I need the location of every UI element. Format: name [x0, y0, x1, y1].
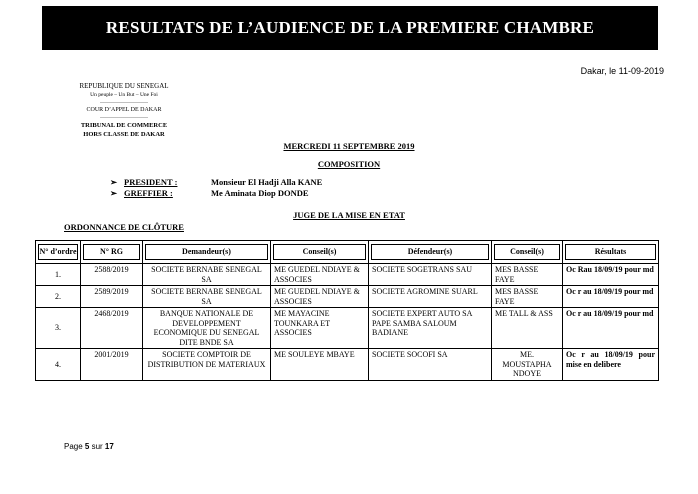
table-row — [36, 349, 659, 381]
document-date: Dakar, le 11-09-2019 — [580, 66, 664, 76]
tribunal-class-line: HORS CLASSE DE DAKAR — [83, 131, 165, 138]
cell-demandeur: SOCIETE BERNABE SENEGAL SA — [143, 264, 271, 286]
cell-num: 4. — [36, 349, 81, 381]
cell-resultat: Oc r au 18/09/19 pour mise en delibere — [563, 349, 659, 381]
cell-rg: 2589/2019 — [81, 286, 143, 308]
separator: ------------------------ — [100, 100, 148, 106]
col-header-resultats: Résultats — [563, 241, 659, 264]
section-title: JUGE DE LA MISE EN ETAT — [293, 210, 405, 220]
court-line: COUR D’APPEL DE DAKAR — [86, 107, 162, 113]
page-banner: RESULTATS DE L’AUDIENCE DE LA PREMIERE CHAMBRE — [42, 6, 658, 50]
cell-conseil: ME. MOUSTAPHA NDOYE — [492, 349, 563, 381]
cell-defendeur: SOCIETE AGROMINE SUARL — [369, 286, 492, 308]
table-row — [36, 286, 659, 308]
cell-num: 3. — [36, 308, 81, 349]
table-row — [36, 264, 659, 286]
composition-greffier — [110, 188, 309, 199]
cell-num: 1. — [36, 264, 81, 286]
composition-title: COMPOSITION — [317, 159, 381, 169]
cell-conseil: MES BASSE FAYE — [492, 286, 563, 308]
cell-conseil: ME TALL & ASS — [492, 308, 563, 349]
tribunal-line: TRIBUNAL DE COMMERCE — [80, 122, 168, 129]
results-table — [35, 240, 659, 381]
cell-conseil: MES BASSE FAYE — [492, 264, 563, 286]
role-label: PRESIDENT : — [124, 177, 178, 187]
current-page: 5 — [84, 442, 90, 451]
page-footer — [64, 442, 114, 451]
col-header-demandeur: Demandeur(s) — [143, 241, 271, 264]
footer-middle: sur — [89, 442, 105, 451]
cell-demandeur: BANQUE NATIONALE DE DEVELOPPEMENT ECONOMIQUE DU SENEGAL DITE BNDE SA — [143, 308, 271, 349]
cell-rg: 2588/2019 — [81, 264, 143, 286]
table-row — [36, 308, 659, 349]
cell-demandeur: SOCIETE COMPTOIR DE DISTRIBUTION DE MATERIAUX — [143, 349, 271, 381]
session-date: MERCREDI 11 SEPTEMBRE 2019 — [283, 141, 415, 151]
separator: ------------------------ — [100, 115, 148, 121]
col-header-num: N° d’ordre — [36, 241, 81, 264]
cell-conseil: ME GUEDEL NDIAYE & ASSOCIES — [271, 264, 369, 286]
arrow-bullet-icon: ➢ — [110, 188, 118, 198]
member-name: Me Aminata Diop DONDE — [211, 188, 309, 198]
cell-rg: 2001/2019 — [81, 349, 143, 381]
cell-conseil: ME GUEDEL NDIAYE & ASSOCIES — [271, 286, 369, 308]
table-header-row — [36, 241, 659, 264]
col-header-conseil: Conseil(s) — [271, 241, 369, 264]
composition-president — [110, 177, 322, 188]
cell-resultat: Oc r au 18/09/19 pour md — [563, 286, 659, 308]
cell-defendeur: SOCIETE SOGETRANS SAU — [369, 264, 492, 286]
cell-conseil: ME SOULEYE MBAYE — [271, 349, 369, 381]
col-header-rg: N° RG — [81, 241, 143, 264]
footer-prefix: Page — [64, 442, 85, 451]
arrow-bullet-icon: ➢ — [110, 177, 118, 187]
cell-resultat: Oc r au 18/09/19 pour md — [563, 308, 659, 349]
cell-conseil: ME MAYACINE TOUNKARA ET ASSOCIES — [271, 308, 369, 349]
col-header-conseil: Conseil(s) — [492, 241, 563, 264]
member-name: Monsieur El Hadji Alla KANE — [211, 177, 323, 187]
cell-demandeur: SOCIETE BERNABE SENEGAL SA — [143, 286, 271, 308]
role-label: GREFFIER : — [124, 188, 173, 198]
cell-defendeur: SOCIETE SOCOFI SA — [369, 349, 492, 381]
cell-num: 2. — [36, 286, 81, 308]
motto-line: Un peuple – Un But – Une Foi — [90, 92, 158, 98]
institution-header — [64, 82, 184, 139]
col-header-defendeur: Défendeur(s) — [369, 241, 492, 264]
ordonnance-title: ORDONNANCE DE CLÔTURE — [64, 222, 184, 232]
cell-rg: 2468/2019 — [81, 308, 143, 349]
cell-defendeur: SOCIETE EXPERT AUTO SA PAPE SAMBA SALOUM BADIANE — [369, 308, 492, 349]
republic-line: REPUBLIQUE DU SENEGAL — [79, 82, 169, 90]
cell-resultat: Oc Rau 18/09/19 pour md — [563, 264, 659, 286]
total-pages: 17 — [104, 442, 114, 451]
